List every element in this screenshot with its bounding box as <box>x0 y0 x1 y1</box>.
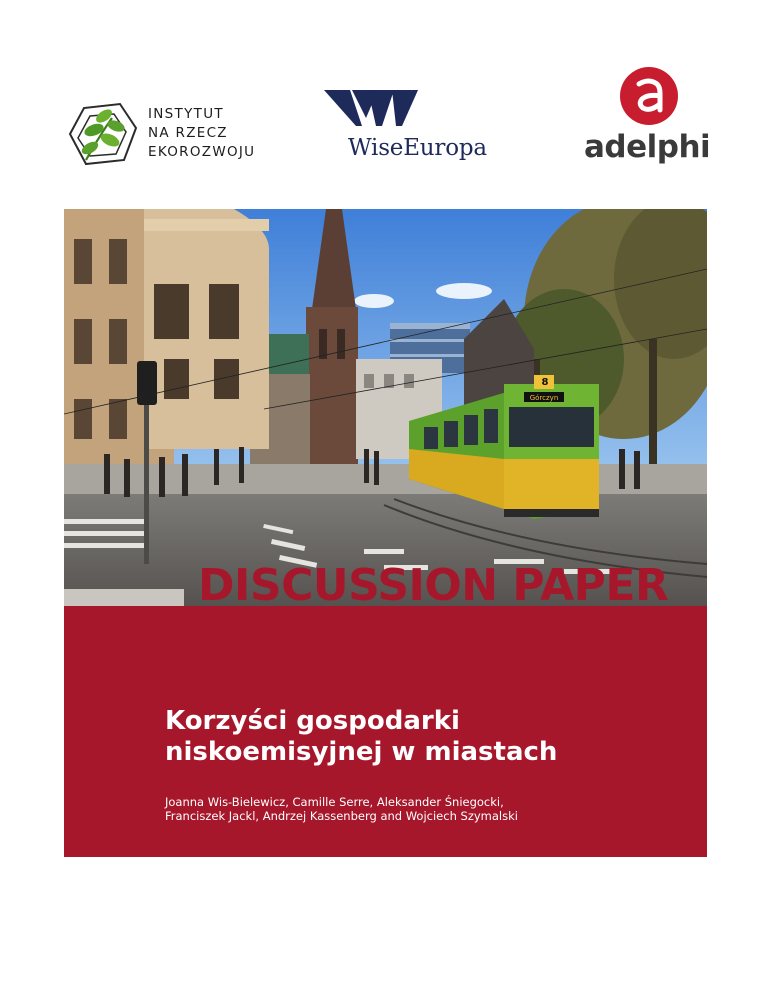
city-tram-photo <box>64 209 707 606</box>
ine-line-1: INSTYTUT <box>148 106 224 122</box>
tram-destination: Górczyn <box>529 394 559 402</box>
wise-w-mark-icon <box>322 86 512 132</box>
ine-line-3: EKOROZWOJU <box>148 144 256 160</box>
title-line-2: niskoemisyjnej w miastach <box>165 737 558 767</box>
leaf-sprig-icon <box>64 98 142 170</box>
title-line-1: Korzyści gospodarki <box>165 706 460 736</box>
adelphi-wordmark: adelphi <box>584 129 711 165</box>
wiseeuropa-wordmark: WiseEuropa <box>348 135 487 161</box>
tram-route-number: 8 <box>541 377 549 388</box>
adelphi-logo <box>584 66 714 176</box>
discussion-paper-banner: DISCUSSION PAPER <box>198 560 669 611</box>
adelphi-a-circle-icon <box>584 66 714 126</box>
wiseeuropa-logo <box>322 86 512 166</box>
document-title <box>165 706 685 768</box>
ine-logo <box>64 98 274 170</box>
ine-line-2: NA RZECZ <box>148 125 228 141</box>
authors-line-2: Franciszek Jackl, Andrzej Kassenberg and Wojciech Szymalski <box>165 809 518 823</box>
authors <box>165 795 685 823</box>
authors-line-1: Joanna Wis-Bielewicz, Camille Serre, Aleksander Śniegocki, <box>165 795 504 809</box>
